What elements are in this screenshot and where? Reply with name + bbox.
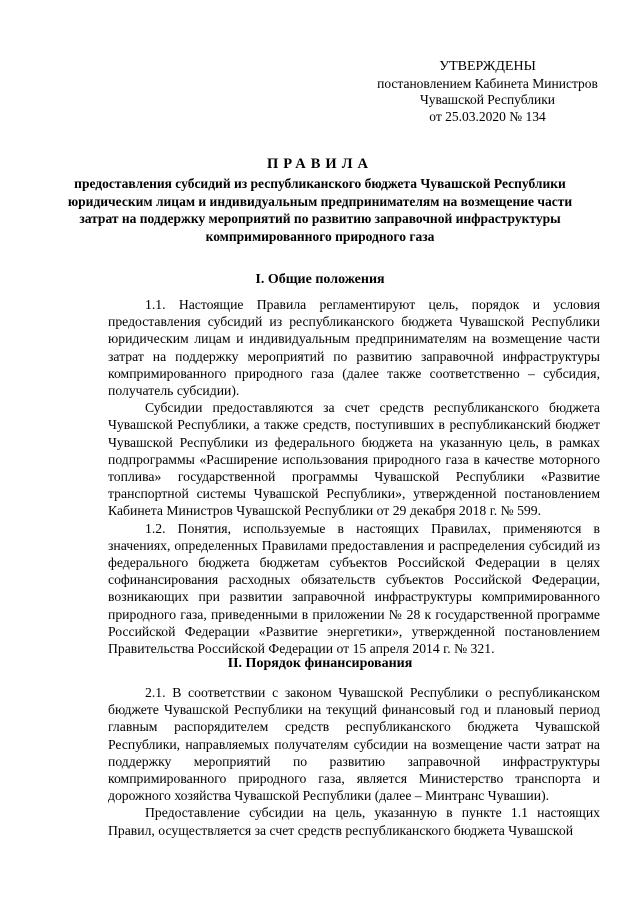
approval-heading: УТВЕРЖДЕНЫ bbox=[439, 59, 536, 74]
paragraph: Субсидии предоставляются за счет средств республиканского бюджета Чувашской Республики, а также средств, поступивших в республиканский бюджет Чувашской Республики из федерального бюджета на указанную цель, в рамках подпрограммы «Расширение использования природного газа в качестве моторного топлива» государственной программы Чувашской Республики «Развитие транспортной системы Чувашской Республики», утвержденной постановлением Кабинета Министров Чувашской Республики от 29 декабря 2018 г. № 599. bbox=[108, 400, 600, 519]
section-heading: II. Порядок финансирования bbox=[227, 656, 413, 671]
document-subtitle: предоставления субсидий из республиканского бюджета Чувашской Республики юридическим лицам и индивидуальным предпринимателям на возмещение части затрат на поддержку мероприятий по развитию заправочной инфраструктуры компримированного природного газа bbox=[67, 176, 573, 244]
approval-line: Чувашской Республики bbox=[419, 92, 556, 107]
paragraph: Предоставление субсидии на цель, указанную в пункте 1.1 настоящих Правил, осуществляется за счет средств республиканского бюджета Чувашской bbox=[108, 805, 600, 838]
document-title: ПРАВИЛА bbox=[267, 156, 373, 172]
approval-date: от 25.03.2020 № 134 bbox=[429, 108, 546, 124]
document-title-block bbox=[60, 155, 580, 245]
approval-line: постановлением Кабинета Министров bbox=[377, 75, 598, 91]
section-heading: I. Общие положения bbox=[255, 272, 385, 287]
section-body bbox=[108, 684, 600, 839]
section-body bbox=[108, 296, 600, 657]
paragraph: 1.1. Настоящие Правила регламентируют цель, порядок и условия предоставления субсидий из республиканского бюджета Чувашской Республики юридическим лицам и индивидуальным предпринимателям на возмещение части затрат на поддержку мероприятий по развитию заправочной инфраструктуры компримированного природного газа (далее также соответственно – субсидия, получатель субсидии). bbox=[108, 297, 600, 399]
paragraph: 2.1. В соответствии с законом Чувашской Республики о республиканском бюджете Чувашской Республики на текущий финансовый год и плановый период главным распорядителем средств республиканского бюджета Чувашской Республики, направляемых получателям субсидии на возмещение части затрат на поддержку мероприятий по развитию заправочной инфраструктуры компримированного природного газа, является Министерство транспорта и дорожного хозяйства Чувашской Республики (далее – Минтранс Чувашии). bbox=[108, 685, 600, 804]
paragraph: 1.2. Понятия, используемые в настоящих Правилах, применяются в значениях, определенных Правилами предоставления и распределения субсидий из федерального бюджета бюджетам субъектов Российской Федерации в целях софинансирования расходных обязательств субъектов Российской Федерации, возникающих при развитии заправочной инфраструктуры компримированного природного газа, приведенными в приложении № 28 к государственной программе Российской Федерации «Развитие энергетики», утвержденной постановлением Правительства Российской Федерации от 15 апреля 2014 г. № 321. bbox=[108, 520, 600, 657]
approval-block bbox=[365, 59, 610, 125]
